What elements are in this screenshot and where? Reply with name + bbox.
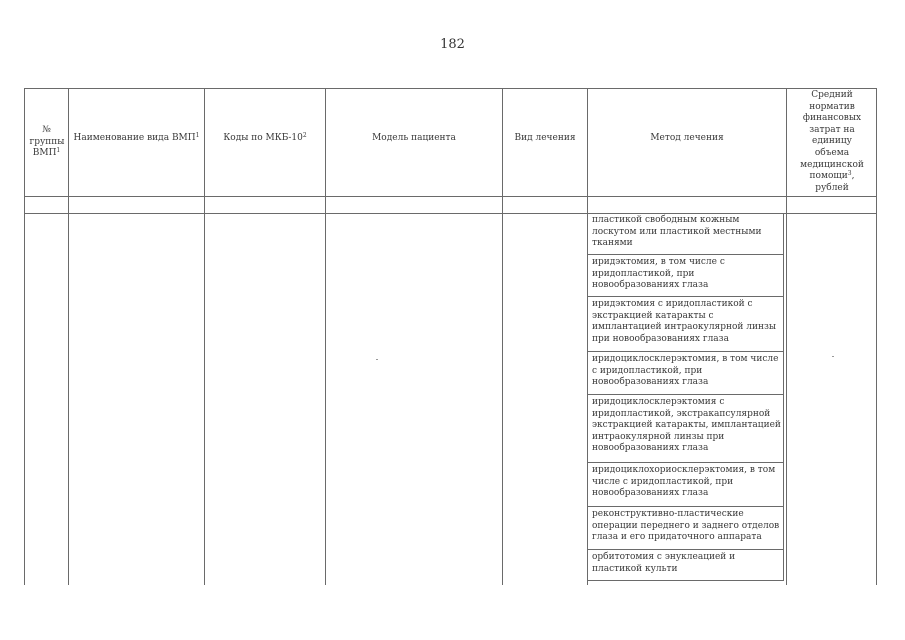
method-row-sep-4 xyxy=(587,394,784,395)
method-cell: иридоциклосклерэктомия, в том числе с иридопластикой, при новообразованиях глаза xyxy=(592,354,779,388)
header-vmp-name: Наименование вида ВМП$^1$ xyxy=(73,132,200,144)
method-cell: иридэктомия с иридопластикой с экстракцией катаракты с имплантацией интраокулярной линзы при новообразованиях глаза xyxy=(592,299,777,344)
method-cell: реконструктивно-пластические операции переднего и заднего отделов глаза и его придаточного аппарата xyxy=(592,509,780,543)
method-row-sep-6 xyxy=(587,506,784,507)
header-group-no: № группы ВМП$^1$ xyxy=(29,125,65,159)
method-cell: иридоциклосклерэктомия с иридопластикой, экстракапсулярной экстракцией катаракты, имплантацией интраокулярной линзы при новообразованиях глаза xyxy=(592,397,781,454)
method-cell: орбитотомия с энуклеацией и пластикой культи xyxy=(592,552,736,574)
header-treatment-method: Метод лечения xyxy=(650,133,724,144)
col-border-6 xyxy=(786,88,787,585)
scan-speck xyxy=(832,356,834,357)
col-border-7 xyxy=(876,88,877,585)
method-row-sep-5 xyxy=(587,462,784,463)
scan-speck xyxy=(376,359,378,360)
method-cell: иридоциклохориосклерэктомия, в том числе с иридопластикой, при новообразованиях глаза xyxy=(592,465,776,499)
header-avg-cost: Средний норматив финансовых затрат на единицу объема медицинской помощи$^3$, рублей xyxy=(800,90,864,193)
method-row-sep-7 xyxy=(587,549,784,550)
method-row-sep-3 xyxy=(587,351,784,352)
header-patient-model: Модель пациента xyxy=(372,133,456,144)
header-treatment-type: Вид лечения xyxy=(514,133,576,144)
method-cell: иридэктомия, в том числе с иридопластикой, при новообразованиях глаза xyxy=(592,257,725,291)
method-cell: пластикой свободным кожным лоскутом или пластикой местными тканями xyxy=(592,215,762,249)
method-row-sep-1 xyxy=(587,254,784,255)
method-row-bottom xyxy=(587,580,784,581)
numbering-row-bottom-border xyxy=(24,213,876,214)
header-icd-codes: Коды по МКБ-$10^2$ xyxy=(223,132,307,144)
method-row-sep-2 xyxy=(587,296,784,297)
header-bottom-border xyxy=(24,196,876,197)
page-number: 182 xyxy=(440,37,465,52)
